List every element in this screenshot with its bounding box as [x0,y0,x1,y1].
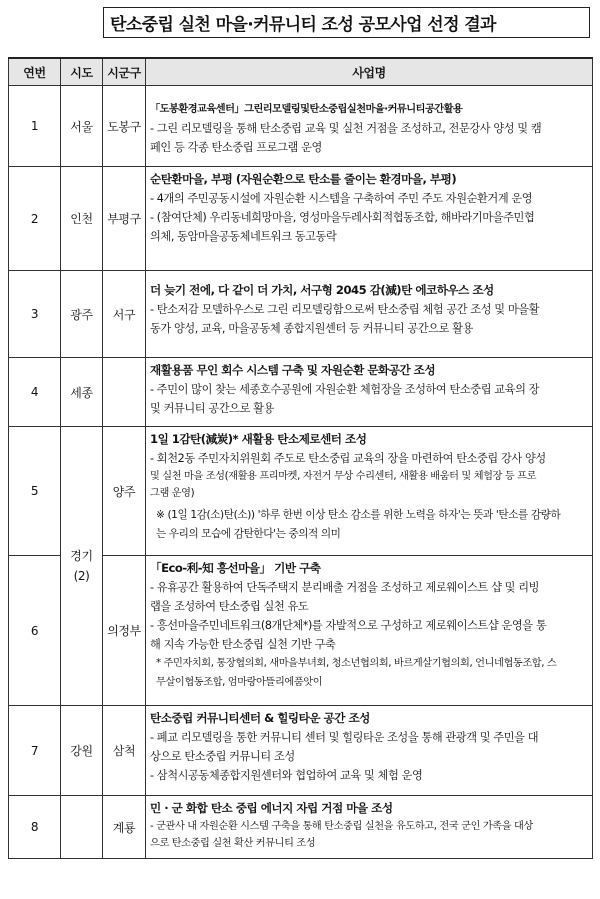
table-row [9,271,593,358]
row-sido [61,427,103,706]
row-sigungu: 부평구 [103,167,146,271]
row-no: 1 [9,86,61,167]
row-sido: 인천 [61,167,103,271]
row-sido: 강원 [61,706,103,796]
project-line: - 회천2동 주민자치위원회 주도로 탄소중립 교육의 장을 마련하여 탄소중립 강사 양성 [150,452,546,465]
row-sigungu: 도봉구 [103,86,146,167]
row-no: 7 [9,706,61,796]
project-note: 는 우리의 모습에 감탄한다'는 중의적 의미 [156,528,341,540]
project-cell [146,556,593,706]
project-line: 상으로 탄소중립 커뮤니티 조성 [150,750,295,763]
header-project: 사업명 [146,58,593,86]
project-line: - 군관사 내 자원순환 시스템 구축을 통해 탄소중립 실천을 유도하고, 전국 군인 가족을 대상 [150,821,533,832]
project-title: 탄소중립 커뮤니티센터 & 힐링타운 공간 조성 [150,711,370,725]
header-sigungu: 시군구 [103,58,146,86]
row-sigungu [103,358,146,427]
project-line: 및 실천 마을 조성(재활용 프리마켓, 자전거 무상 수리센터, 새활용 배움터 및 체험장 등 프로 [150,471,537,482]
row-sido: 세종 [61,358,103,427]
project-line: - 주민이 많이 찾는 세종호수공원에 자원순환 체험장을 조성하여 탄소중립 교육의 장 [150,383,540,396]
project-note: 무살이협동조합, 엄마랑아뜰리에품앗이 [156,677,323,688]
project-title: 순탄환마을, 부평 (자원순환으로 탄소를 줄이는 환경마을, 부평) [150,172,457,186]
project-title: 「도봉환경교육센터」그린리모델링및탄소중립실천마을·커뮤니티공간활용 [150,104,463,115]
project-title: 1일 1감탄(減炭)* 새활용 탄소제로센터 조성 [150,432,367,446]
project-line: 페인 등 각종 탄소중립 프로그램 운영 [150,141,322,154]
table-row [9,796,593,859]
project-title: 민 · 군 화합 탄소 중립 에너지 자립 거점 마을 조성 [150,801,393,815]
sido-name: 경기 (2) [70,549,93,583]
row-no: 4 [9,358,61,427]
project-line: - 삼척시공동체종합지원센터와 협업하여 교육 및 체험 운영 [150,769,423,782]
row-sigungu: 서구 [103,271,146,358]
row-sido: 서울 [61,86,103,167]
project-line: - (참여단체) 우리동네희망마을, 영성마을두레사회적협동조합, 해바라기마을주민협 [150,211,535,224]
table-row [9,706,593,796]
project-note: * 주민자치회, 통장협의회, 새마을부녀회, 청소년협의회, 바르게살기협의회, 언니네협동조합, 스 [156,658,557,669]
row-sigungu: 의정부 [103,556,146,706]
header-no: 연번 [9,58,61,86]
project-line: 및 커뮤니티 공간으로 활용 [150,402,274,415]
project-line: - 그린 리모델링을 통해 탄소중립 교육 및 실천 거점을 조성하고, 전문강사 양성 및 캠 [150,122,542,135]
project-note: ※ (1일 1감(소)탄(소)) '하루 한번 이상 탄소 감소를 위한 노력을 하자'는 뜻과 '탄소를 감량하 [156,509,561,521]
project-cell [146,706,593,796]
header-sido: 시도 [61,58,103,86]
project-cell [146,358,593,427]
table-row [9,167,593,271]
project-cell [146,427,593,556]
row-sido [61,796,103,859]
row-sigungu: 양주 [103,427,146,556]
row-sido: 광주 [61,271,103,358]
project-line: 그램 운영) [150,488,195,499]
row-no: 6 [9,556,61,706]
page-title: 탄소중립 실천 마을·커뮤니티 조성 공모사업 선정 결과 [103,7,590,38]
table-row [9,427,593,556]
project-line: - 4개의 주민공동시설에 자원순환 시스템을 구축하여 주민 주도 자원순환거계 운영 [150,192,533,205]
project-cell [146,86,593,167]
project-line: - 유휴공간 활용하여 단독주택지 분리배출 거점을 조성하고 제로웨이스트 샵 및 리빙 [150,581,540,594]
table-header-row [9,58,593,86]
results-table [8,57,593,859]
row-sigungu: 삼척 [103,706,146,796]
row-no: 2 [9,167,61,271]
table-row [9,86,593,167]
project-line: - 흥선마을주민네트워크(8개단체*)를 자발적으로 구성하고 제로웨이스트샵 운영을 통 [150,619,547,632]
project-title: 더 늦기 전에, 다 같이 더 가치, 서구형 2045 감(減)탄 에코하우스 조성 [150,283,494,297]
project-line: 으로 탄소중립 실천 확산 커뮤니티 조성 [150,838,316,849]
project-title: 「Eco-利-知 흥선마을」 기반 구축 [150,561,321,575]
project-line: 해 지속 가능한 탄소중립 실천 기반 구축 [150,638,336,651]
project-cell [146,796,593,859]
project-cell [146,167,593,271]
project-line: 의체, 동암마을공동체네트워크 동고동락 [150,230,337,243]
project-line: - 탄소저감 모델하우스로 그린 리모델링함으로써 탄소중립 체험 공간 조성 및 마을활 [150,303,540,316]
project-line: - 폐교 리모델링을 통한 커뮤니티 센터 및 힐링타운 조성을 통해 관광객 및 주민을 대 [150,731,539,744]
row-no: 5 [9,427,61,556]
row-no: 3 [9,271,61,358]
project-cell [146,271,593,358]
row-no: 8 [9,796,61,859]
table-row [9,358,593,427]
project-title: 재활용품 무인 회수 시스템 구축 및 자원순환 문화공간 조성 [150,363,436,377]
project-line: 동가 양성, 교육, 마을공동체 종합지원센터 등 커뮤니티 공간으로 활용 [150,322,473,335]
row-sigungu: 계룡 [103,796,146,859]
project-line: 랩을 조성하여 탄소중립 실천 유도 [150,600,309,613]
